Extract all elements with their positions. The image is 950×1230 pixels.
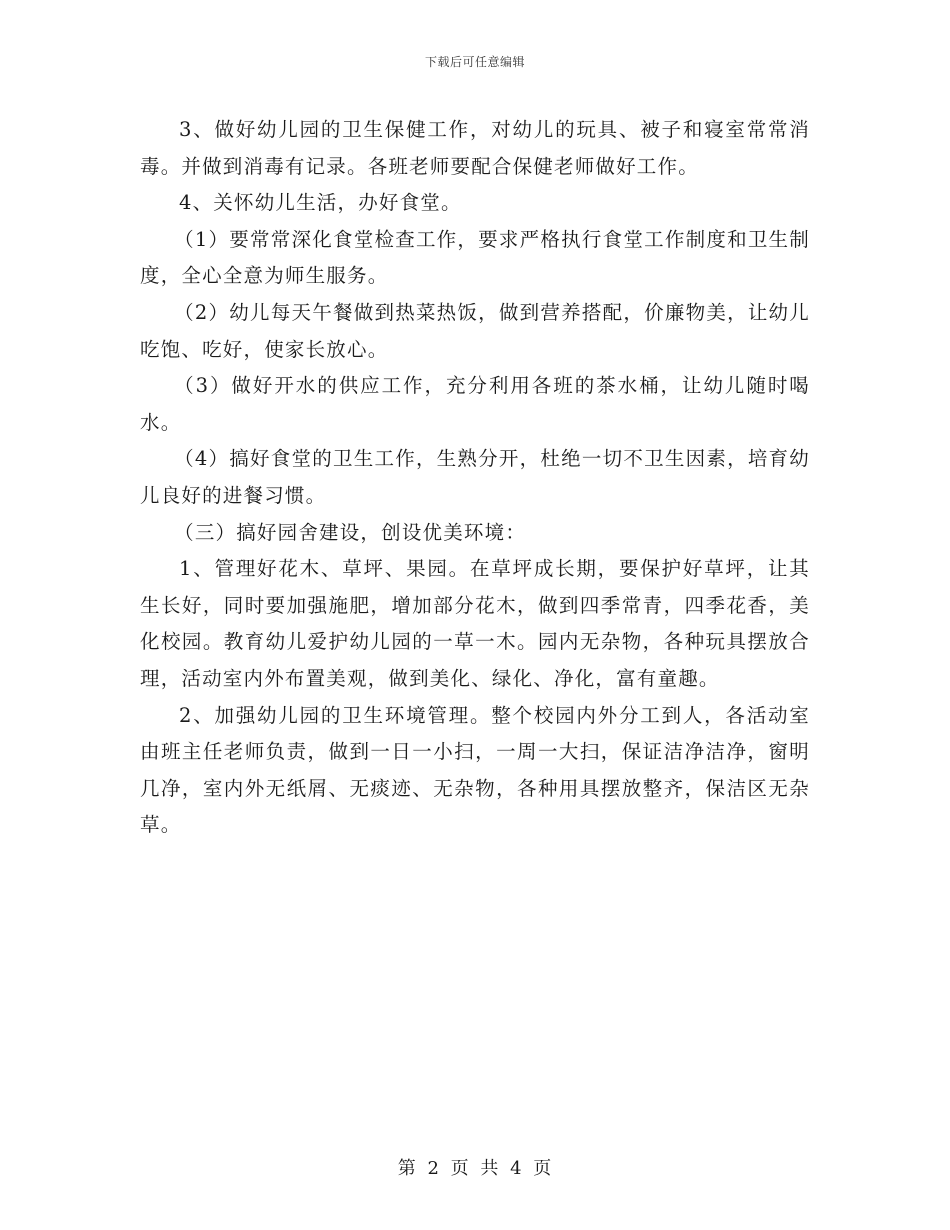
page-number: 第 2 页 共 4 页 [397, 1158, 553, 1179]
paragraph-lunch-nutrition: （2）幼儿每天午餐做到热菜热饭，做到营养搭配，价廉物美，让幼儿吃饱、吃好，使家长放心。 [140, 300, 810, 361]
document-body [140, 112, 810, 844]
paragraph-canteen-inspection: （1）要常常深化食堂检查工作，要求严格执行食堂工作制度和卫生制度，全心全意为师生服务。 [140, 227, 810, 288]
paragraph-hygiene-care: 3、做好幼儿园的卫生保健工作，对幼儿的玩具、被子和寝室常常消毒。并做到消毒有记录。各班老师要配合保健老师做好工作。 [140, 118, 810, 178]
paragraph-water-supply: （3）做好开水的供应工作，充分利用各班的茶水桶，让幼儿随时喝水。 [140, 374, 810, 434]
section-heading-campus: （三）搞好园舍建设，创设优美环境： [174, 520, 527, 544]
page-header: 下载后可任意编辑 [424, 55, 525, 69]
paragraph-environment-management: 2、加强幼儿园的卫生环境管理。整个校园内外分工到人，各活动室由班主任老师负责，做到一日一小扫，一周一大扫，保证洁净洁净，窗明几净，室内外无纸屑、无痰迹、无杂物，各种用具摆放整齐，保洁区无杂草。 [140, 703, 810, 837]
paragraph-greenery: 1、管理好花木、草坪、果园。在草坪成长期，要保护好草坪，让其生长好，同时要加强施肥，增加部分花木，做到四季常青，四季花香，美化校园。教育幼儿爱护幼儿园的一草一木。园内无杂物，各种玩具摆放合理，活动室内外布置美观，做到美化、绿化、净化，富有童趣。 [140, 557, 810, 690]
paragraph-canteen-heading: 4、关怀幼儿生活，办好食堂。 [179, 191, 462, 215]
paragraph-canteen-hygiene: （4）搞好食堂的卫生工作，生熟分开，杜绝一切不卫生因素，培育幼儿良好的进餐习惯。 [140, 447, 810, 507]
